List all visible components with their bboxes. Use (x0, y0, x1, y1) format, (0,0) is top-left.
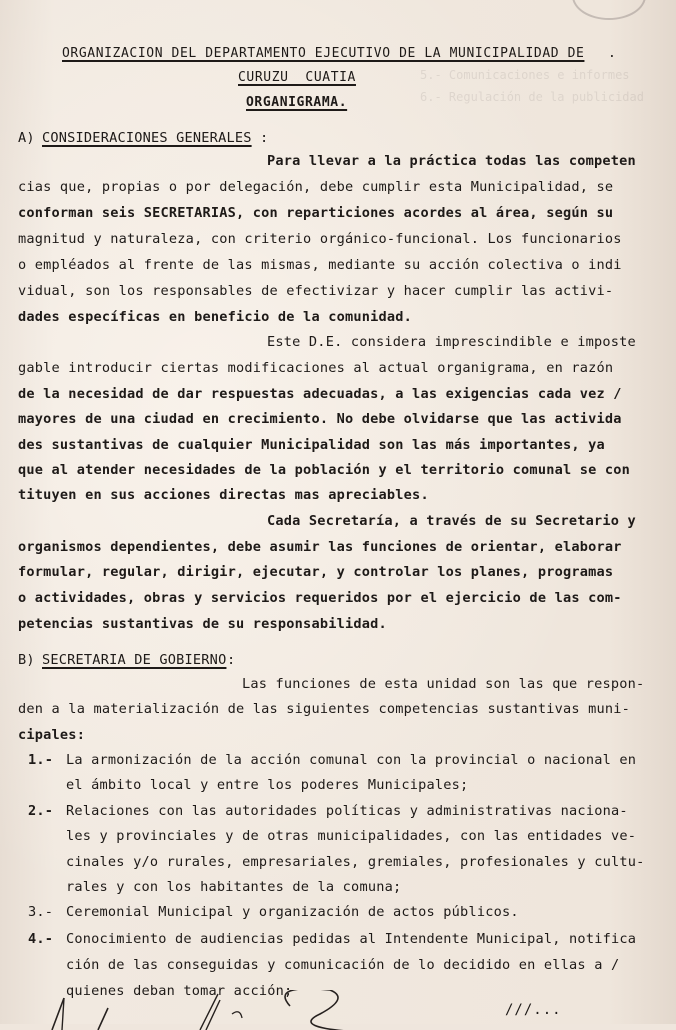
section-a-heading: CONSIDERACIONES GENERALES (42, 130, 252, 146)
list-item-number: 1.- (28, 752, 54, 768)
title-period: . (608, 46, 617, 61)
continuation-mark: ///... (505, 1002, 562, 1018)
paragraph-line: mayores de una ciudad en crecimiento. No debe olvidarse que las activida (18, 411, 622, 427)
stamp-icon (572, 0, 646, 20)
paragraph-line: o actividades, obras y servicios requeridos por el ejercicio de las com- (18, 590, 622, 606)
paragraph-line: dades específicas en beneficio de la comunidad. (18, 309, 413, 325)
paragraph-line: Este D.E. considera imprescindible e imposte (267, 334, 636, 350)
bleed-through-text: 5.- Comunicaciones e informes (420, 68, 630, 82)
paragraph-line: magnitud y naturaleza, con criterio orgánico-funcional. Los funcionarios (18, 231, 622, 247)
paragraph-line: cias que, propias o por delegación, debe cumplir esta Municipalidad, se (18, 179, 614, 195)
paragraph-line: Cada Secretaría, a través de su Secretario y (267, 513, 636, 529)
paragraph-line: tituyen en sus acciones directas mas apreciables. (18, 487, 429, 503)
paragraph-line: gable introducir ciertas modificaciones al actual organigrama, en razón (18, 360, 614, 376)
list-item-number: 4.- (28, 931, 54, 947)
section-b-prefix: B) (18, 652, 35, 668)
list-item-line: el ámbito local y entre los poderes Municipales; (66, 777, 469, 793)
section-b-heading: SECRETARIA DE GOBIERNO (42, 652, 227, 668)
list-item-line: La armonización de la acción comunal con la provincial o nacional en (66, 752, 637, 768)
list-item-line: quienes deban tomar acción; (66, 983, 293, 999)
paragraph-line: o empléados al frente de las mismas, mediante su acción colectiva o indi (18, 257, 622, 273)
bleed-through-text: 6.- Regulación de la publicidad (420, 90, 644, 104)
paragraph-line: petencias sustantivas de su responsabilidad. (18, 616, 387, 632)
list-item-line: Ceremonial Municipal y organización de actos públicos. (66, 904, 519, 920)
paragraph-line: que al atender necesidades de la población y el territorio comunal se con (18, 462, 631, 478)
list-item-line: ción de las conseguidas y comunicación de lo decidido en ellas a / (66, 957, 620, 973)
list-item-line: rales y con los habitantes de la comuna; (66, 879, 402, 895)
paragraph-line: des sustantivas de cualquier Municipalidad son las más importantes, ya (18, 437, 605, 453)
list-item-line: les y provinciales y de otras municipalidades, con las entidades ve- (66, 828, 637, 844)
paragraph-line: cipales: (18, 727, 86, 743)
document-title-line-3: ORGANIGRAMA. (246, 95, 348, 110)
list-item-line: cinales y/o rurales, empresariales, gremiales, profesionales y cultu- (66, 854, 645, 870)
list-item-number: 2.- (28, 803, 54, 819)
paragraph-line: Para llevar a la práctica todas las competen (267, 153, 636, 169)
document-title-line-1: ORGANIZACION DEL DEPARTAMENTO EJECUTIVO DE LA MUNICIPALIDAD DE (62, 46, 585, 61)
section-a-prefix: A) (18, 130, 35, 146)
paragraph-line: organismos dependientes, debe asumir las funciones de orientar, elaborar (18, 539, 622, 555)
document-title-line-2: CURUZU CUATIA (238, 70, 356, 85)
paragraph-line: vidual, son los responsables de efectivizar y hacer cumplir las activi- (18, 283, 614, 299)
signature-icon (0, 990, 400, 1030)
section-b-colon: : (227, 652, 236, 668)
list-item-line: Conocimiento de audiencias pedidas al Intendente Municipal, notifica (66, 931, 637, 947)
section-a-colon: : (260, 130, 269, 146)
paragraph-line: conforman seis SECRETARIAS, con reparticiones acordes al área, según su (18, 205, 614, 221)
paragraph-line: den a la materialización de las siguientes competencias sustantivas muni- (18, 701, 631, 717)
paragraph-line: Las funciones de esta unidad son las que respon- (242, 676, 645, 692)
list-item-line: Relaciones con las autoridades políticas y administrativas naciona- (66, 803, 628, 819)
paragraph-line: formular, regular, dirigir, ejecutar, y controlar los planes, programas (18, 564, 614, 580)
paragraph-line: de la necesidad de dar respuestas adecuadas, a las exigencias cada vez / (18, 386, 622, 402)
list-item-number: 3.- (28, 904, 54, 920)
